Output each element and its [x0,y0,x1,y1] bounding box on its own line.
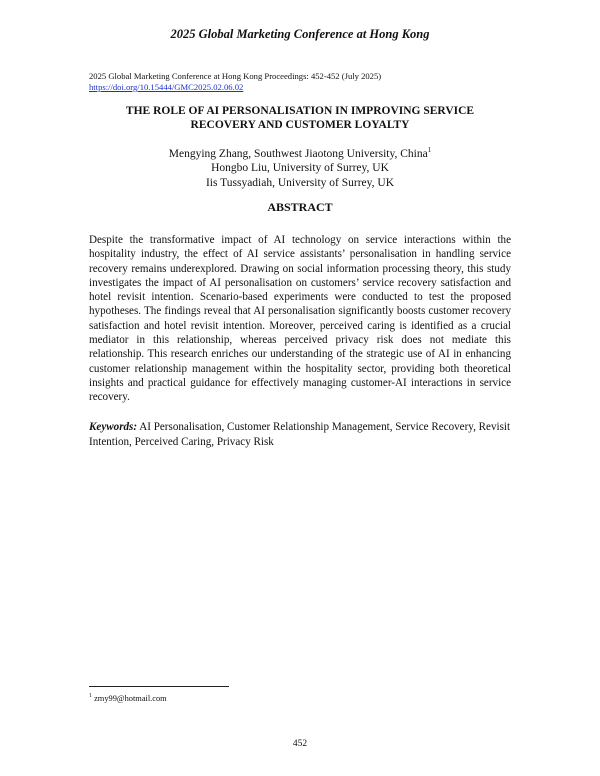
author-1-footnote-mark: 1 [427,146,432,155]
proceedings-info [89,71,381,93]
keywords [89,420,511,450]
author-list [89,147,511,190]
title-line-1: THE ROLE OF AI PERSONALISATION IN IMPROVING SERVICE [125,105,475,117]
title-line-2: RECOVERY AND CUSTOMER LOYALTY [190,119,410,131]
footnote-email: zmy99@hotmail.com [92,694,167,703]
doi-link[interactable]: https://doi.org/10.15444/GMC2025.02.06.02 [89,82,244,92]
page-number: 452 [292,739,308,749]
footnote [89,694,167,703]
footnote-mark: 1 [89,693,92,700]
abstract-body: Despite the transformative impact of AI technology on service interactions within the hospitality industry, the effect of AI service assistants’ personalisation in handling service recovery remains underexplored. Drawing on social information processing theory, this study investigates the impact of AI personalisation on customers’ service recovery satisfaction and hotel revisit intention. Scenario-based experiments were conducted to test the proposed hypotheses. The findings reveal that AI personalisation significantly boosts customer recovery satisfaction and hotel revisit intention. Moreover, perceived caring is identified as a crucial mediator in this relationship, whereas perceived privacy risk does not mediate this relationship. This research enriches our understanding of the strategic use of AI in enhancing customer relationship management within the hospitality sector, providing both theoretical insights and practical guidance for effectively managing customer-AI interactions in service recovery. [89,234,511,404]
paper-title [89,104,511,132]
proceedings-line: 2025 Global Marketing Conference at Hong Kong Proceedings: 452-452 (July 2025) [89,71,382,81]
footnote-divider [89,686,229,687]
running-head: 2025 Global Marketing Conference at Hong Kong [170,27,430,41]
keywords-text: AI Personalisation, Customer Relationship Management, Service Recovery, Revisit Intention, Perceived Caring, Privacy Risk [89,421,511,448]
author-3: Iis Tussyadiah, University of Surrey, UK [205,176,395,189]
abstract-heading: ABSTRACT [267,200,333,214]
author-1 [89,147,511,161]
author-2: Hongbo Liu, University of Surrey, UK [211,162,389,175]
keywords-label: Keywords: [89,421,138,433]
author-1-text: Mengying Zhang, Southwest Jiaotong University, China [168,148,428,160]
